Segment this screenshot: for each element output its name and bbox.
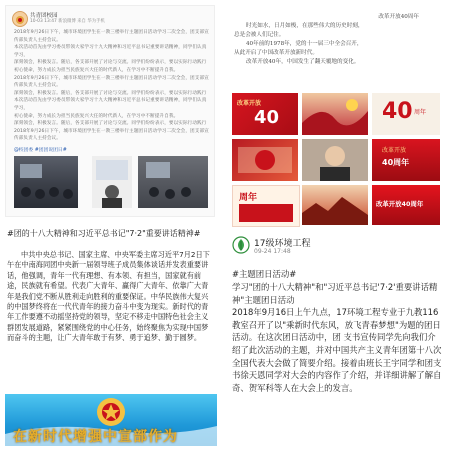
article-line: 改革开放40年，中国发生了翻天覆地的变化。 bbox=[246, 59, 360, 65]
tile-text: 周年 bbox=[414, 109, 427, 116]
tile-text: 改革开放40周年 bbox=[376, 200, 424, 208]
tile-7[interactable] bbox=[232, 185, 300, 227]
tile-text: 改革开放 bbox=[237, 100, 262, 107]
photo-3[interactable] bbox=[138, 156, 208, 208]
article-line: 从此开启了中国改革开放新时代。 bbox=[234, 50, 318, 56]
hashtag[interactable]: #主题团日活动# bbox=[232, 269, 297, 279]
tile-text: 改革开放 bbox=[382, 147, 407, 154]
account-sub: 10-03 13:47 新浪微博 来自 华为手机 bbox=[30, 19, 105, 24]
tile-2[interactable] bbox=[302, 93, 368, 135]
post-body: 学习"团的十八大精神"和"习近平总书记'7·2'重要讲话精神"主题团日活动 2018年9月16日上午九点，17环境工程专业于九教116教室召开了以"乘新时代东风，放飞青春梦想"为题的团日活动。在这次团日活动中，团 支书宣传同学先向我们介绍了此次活动的主题，并对中国共产主义青年团第十八次全国代表大会做了简要介绍。接着由班长王宇同学和团支书徐天恩同学对大会的内容作了介绍，并详细讲解了解自奇、贺军科等人在大会上的发言。 bbox=[232, 282, 442, 393]
post-text bbox=[14, 29, 210, 143]
tile-1[interactable] bbox=[232, 93, 298, 135]
avatar[interactable] bbox=[232, 236, 250, 254]
post-title: #团的十八大精神和习近平总书记"7·2"重要讲话精神# bbox=[7, 229, 201, 238]
post-line: 2018年9月26日下午，城市环境团学生在一教三楼举行主题团日活动学习二次全会，团支部宣传部负责人主持会议。 bbox=[14, 128, 209, 142]
post-line: 深刻领会，积极发言。随后，各支部开展了讨论与交流。同学们纷纷表示，要以实际行动践行 bbox=[14, 121, 207, 127]
account-time: 09-24 17:48 bbox=[254, 248, 291, 255]
post-line: 本次活动首先由学习委员带领大家学习十九大精神和习近平总书记重要讲话精神，同学们认真学习， bbox=[14, 45, 207, 58]
post-line: 初心使命，努力成长为担当民族复兴大任的时代新人，在学习中不断提升自我。 bbox=[14, 113, 179, 119]
banner-text: 在新时代增强中宣部作为 bbox=[13, 429, 178, 445]
bottom-right-post bbox=[226, 230, 446, 446]
article-header bbox=[234, 13, 439, 67]
post-line: 初心使命，努力成长为担当民族复兴大任的时代新人，在学习中不断提升自我。 bbox=[14, 67, 179, 73]
tile-portrait[interactable] bbox=[302, 139, 368, 181]
avatar[interactable] bbox=[12, 11, 28, 27]
photo-2[interactable] bbox=[92, 156, 132, 208]
post-line: 2018年9月26日下午，城市环境团学生在一教三楼举行主题团日活动学习二次全会，团支部宣传部负责人主持会议。 bbox=[14, 30, 209, 43]
tile-3[interactable] bbox=[372, 93, 440, 135]
article-line: 40年前的1978年，党的十一届三中全会召开， bbox=[246, 41, 363, 47]
tile-sub: 40周年 bbox=[382, 158, 410, 167]
tile-text: 周年 bbox=[239, 193, 258, 203]
article-line: 时光如水，日月如梭，在那些伟大的历史时刻， bbox=[246, 23, 364, 29]
top-right-article bbox=[226, 5, 446, 230]
account-name[interactable]: 共青团校园 bbox=[30, 13, 58, 19]
article-line: 改革开放40周年 bbox=[378, 14, 419, 20]
banner-image[interactable] bbox=[5, 394, 217, 446]
tile-9[interactable] bbox=[372, 185, 440, 225]
post-line: 本次活动首先由学习委员带领大家学习十九大精神和习近平总书记重要讲话精神，同学们认真学习， bbox=[14, 98, 207, 111]
tile-6[interactable] bbox=[372, 139, 440, 181]
bottom-left-post bbox=[5, 228, 217, 446]
post-line: 深刻领会，积极发言。随后，各支部开展了讨论与交流。同学们纷纷表示，要以实际行动践行 bbox=[14, 90, 207, 96]
account-name[interactable]: 17级环境工程 bbox=[254, 239, 311, 249]
tile-number: 40 bbox=[382, 99, 413, 124]
tile-8[interactable] bbox=[302, 185, 368, 225]
article-line: 总是会被人们记住。 bbox=[234, 32, 285, 38]
post-line: 深刻领会，积极发言。随后，各支部开展了讨论与交流。同学们纷纷表示，要以实际行动践行 bbox=[14, 60, 207, 66]
top-left-post bbox=[5, 5, 215, 217]
tile-grid bbox=[232, 93, 440, 225]
tile-number: 40 bbox=[254, 107, 280, 128]
post-body: 中共中央总书记、国家主席、中央军委主席习近平7月2日下午在中南海同团中央新一届领导班子成员集体谈话并发表重要讲话，他强调，青年一代有理想、有本领、有担当，国家就有前途，民族就有希望。代表广大青年、赢得广大青年、依靠广大青年是我们党不断从胜利走向胜利的重要保证。中华民族伟大复兴的中国梦终将在一代代青年的接力奋斗中变为现实。新时代的青年工作要遵不动摇坚持党的领导，坚定不移走中国特色社会主义群团发展道路，紧紧围绕党的中心任务，始终聚焦为实现中国梦而奋斗的主题，让广大青年敢于有梦、勇于追梦、勤于圆梦。 bbox=[7, 250, 210, 343]
photo-1[interactable] bbox=[14, 156, 78, 208]
tile-4[interactable] bbox=[232, 139, 298, 181]
post-line: 2018年9月26日下午，城市环境团学生在一教三楼举行主题团日活动学习二次全会，团支部宣传部负责人主持会议。 bbox=[14, 75, 209, 89]
post-link[interactable]: @校团委 #团团说团日# bbox=[14, 148, 67, 153]
